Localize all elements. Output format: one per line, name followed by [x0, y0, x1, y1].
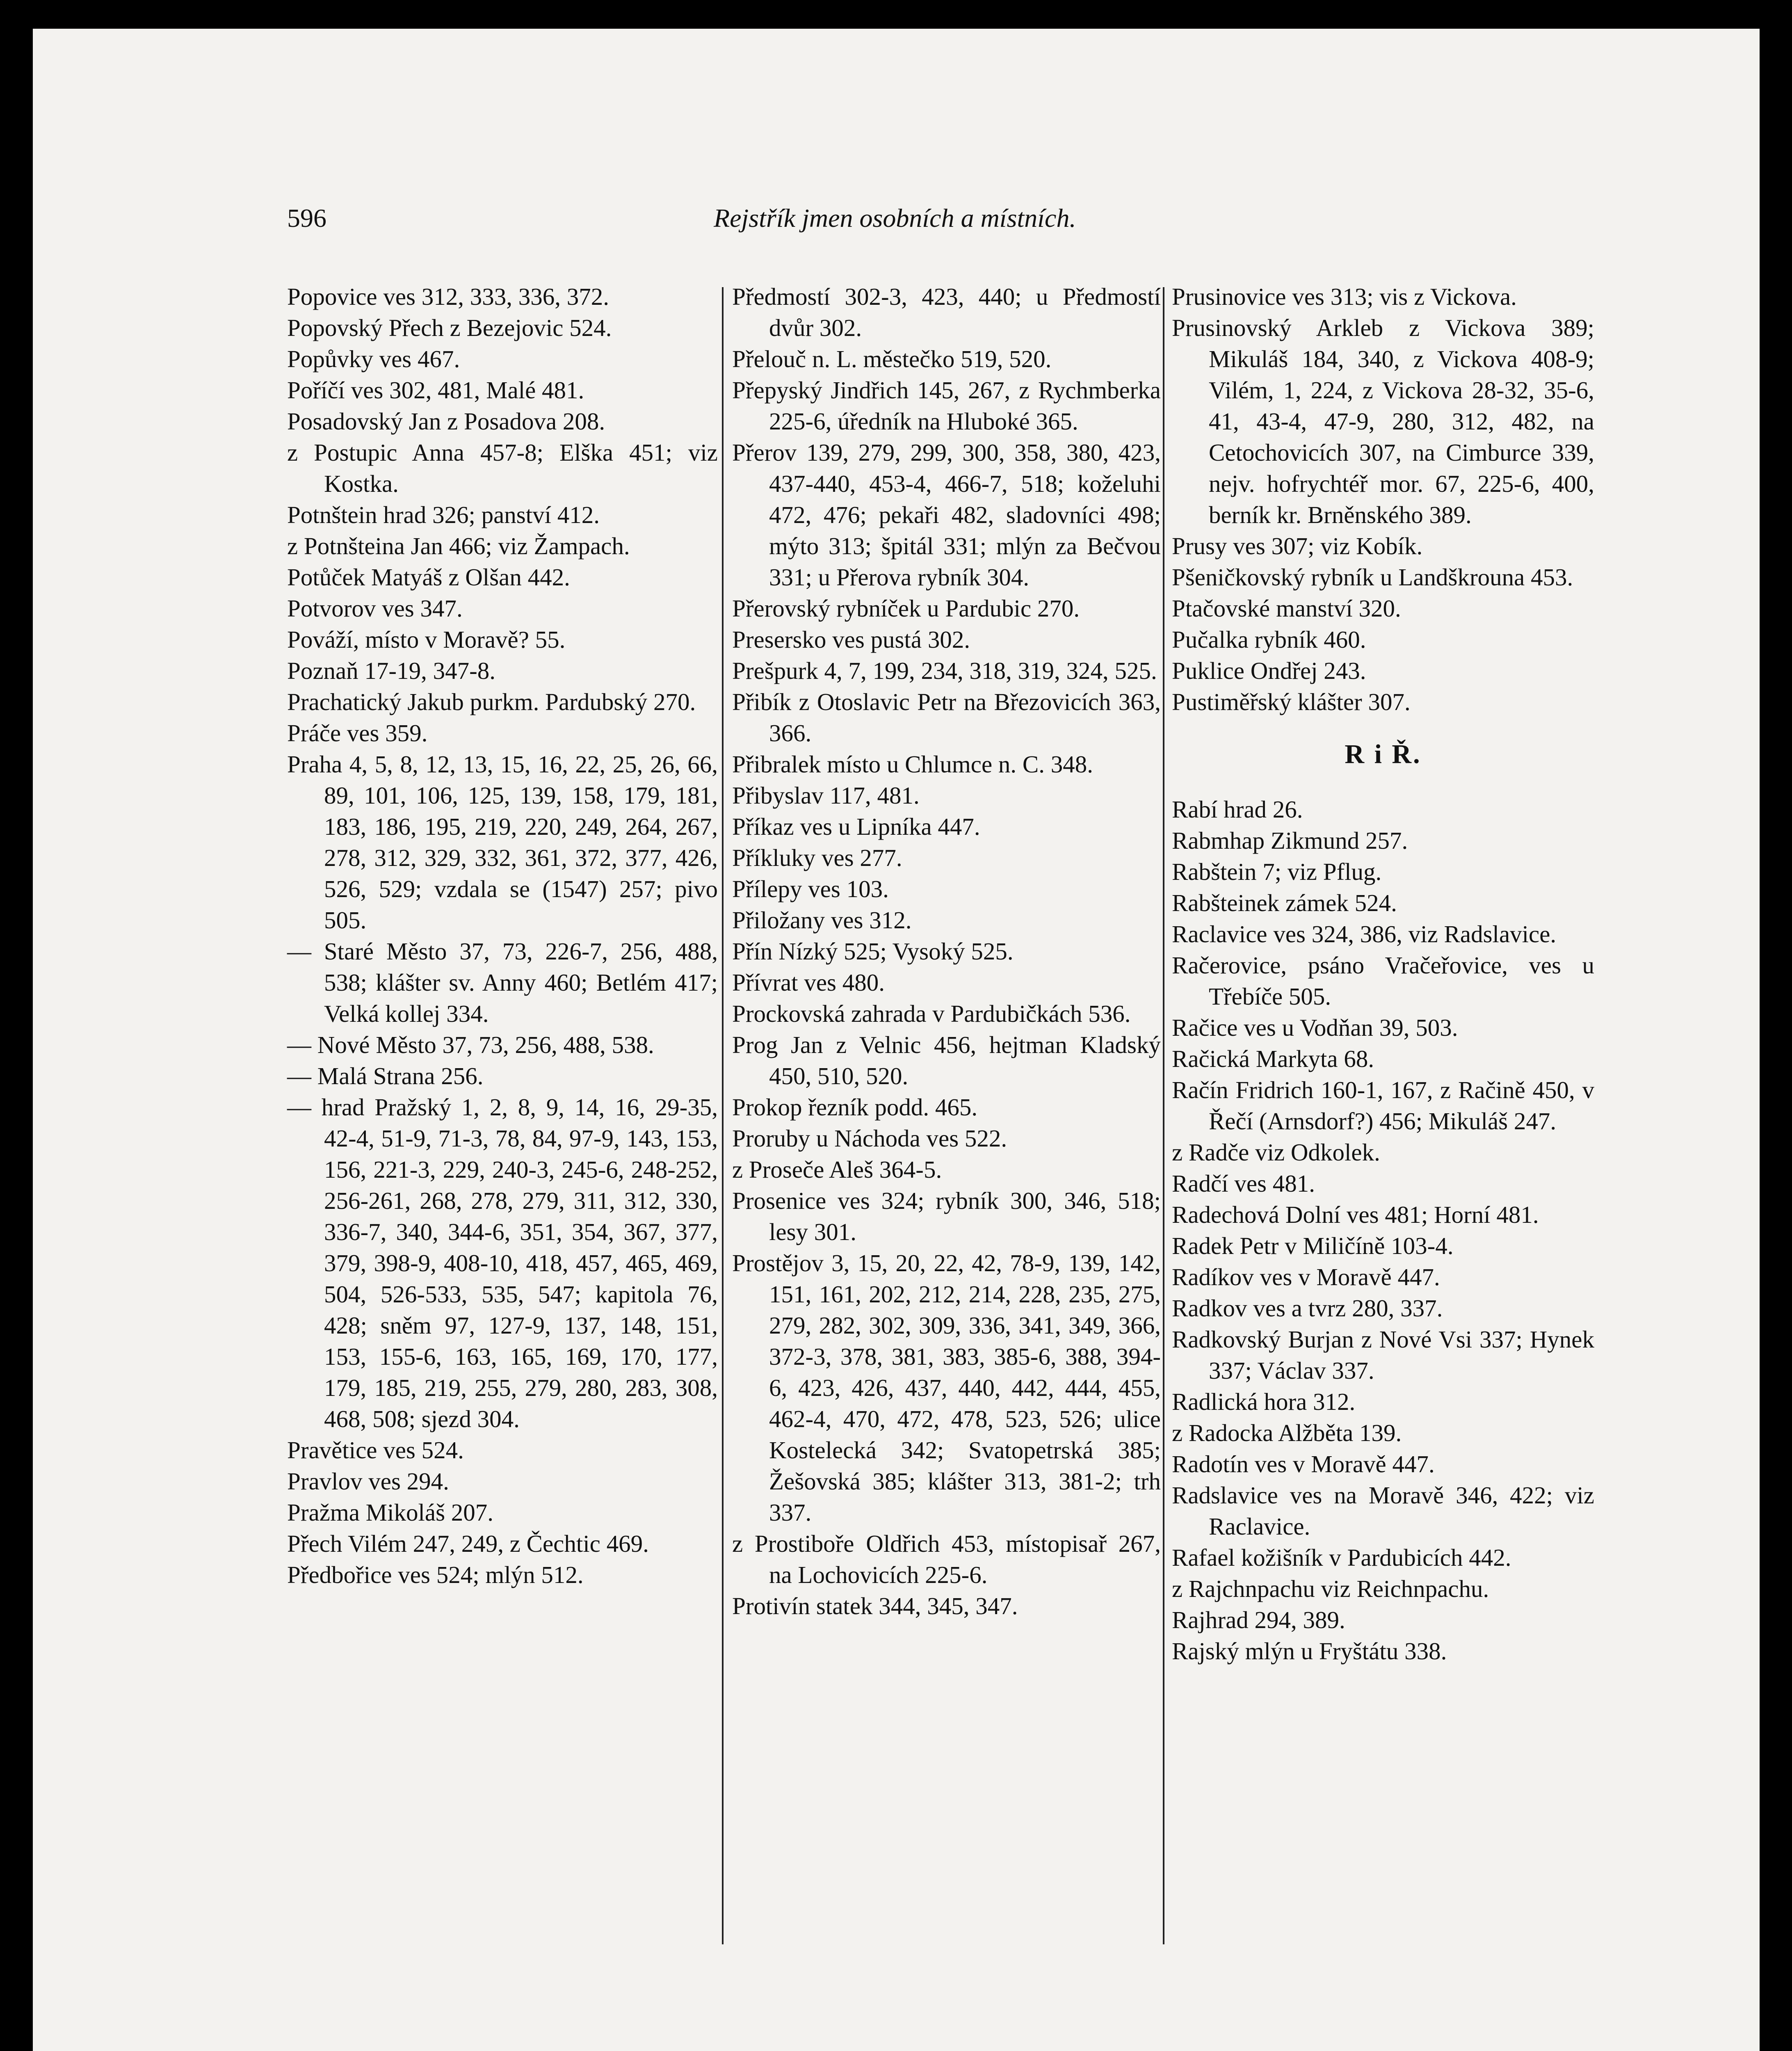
column-divider: [1163, 287, 1164, 1944]
index-entry: Rafael kožišník v Pardubicích 442.: [1172, 1544, 1511, 1571]
index-entry: Presersko ves pustá 302.: [732, 626, 970, 653]
index-entry: Račín Fridrich 160-1, 167, z Račině 450, v Řečí (Arnsdorf?) 456; Mikuláš 247.: [1172, 1076, 1594, 1135]
index-entry: Přibralek místo u Chlumce n. C. 348.: [732, 751, 1093, 778]
index-entry: Přibík z Otoslavic Petr na Březovicích 363, 366.: [732, 688, 1161, 747]
index-entry: Račická Markyta 68.: [1172, 1045, 1374, 1072]
index-entry: Pražma Mikoláš 207.: [287, 1499, 494, 1526]
index-entry: z Potnšteina Jan 466; viz Žampach.: [287, 532, 630, 560]
index-entry: z Prostiboře Oldřich 453, místopisař 267, na Lochovicích 225-6.: [732, 1530, 1161, 1588]
page-number: 596: [287, 203, 326, 233]
index-entry: z Proseče Aleš 364-5.: [732, 1156, 942, 1183]
index-entry: — Nové Město 37, 73, 256, 488, 538.: [287, 1031, 654, 1058]
index-entry: Ptačovské manství 320.: [1172, 595, 1401, 622]
index-entry: Puklice Ondřej 243.: [1172, 657, 1366, 684]
index-entry: Předbořice ves 524; mlýn 512.: [287, 1561, 584, 1588]
index-entry: Proruby u Náchoda ves 522.: [732, 1125, 1007, 1152]
index-entry: Prog Jan z Velnic 456, hejtman Kladský 450, 510, 520.: [732, 1031, 1161, 1089]
index-entry: Radíkov ves v Moravě 447.: [1172, 1263, 1440, 1290]
index-entry: Radkovský Burjan z Nové Vsi 337; Hynek 337; Václav 337.: [1172, 1326, 1594, 1384]
index-entry: Prostějov 3, 15, 20, 22, 42, 78-9, 139, 142, 151, 161, 202, 212, 214, 228, 235, 275, 279, 282, 302, 309, 336, 341, 349, 366, 372-3, 378, 381, 383, 385-6, 388, 394-6, 423, 426, 437, 440, 442, 444, 455, 462-4, 470, 472, 478, 523, 526; ulice Kostelecká 342; Svatopetrská 385; Žešovská 385; klášter 313, 381-2; trh 337.: [732, 1249, 1161, 1526]
index-entry: Přepyský Jindřich 145, 267, z Rychmberka 225-6, úředník na Hluboké 365.: [732, 377, 1161, 435]
index-entry: Posadovský Jan z Posadova 208.: [287, 408, 605, 435]
index-entry: Rabmhap Zikmund 257.: [1172, 827, 1408, 854]
index-entry: z Rajchnpachu viz Reichnpachu.: [1172, 1575, 1489, 1602]
index-entry: Práče ves 359.: [287, 719, 428, 747]
index-entry: Přech Vilém 247, 249, z Čechtic 469.: [287, 1530, 649, 1557]
index-entry: Pravětice ves 524.: [287, 1437, 464, 1464]
index-entry: Přílepy ves 103.: [732, 875, 889, 902]
index-entry: Potnštein hrad 326; panství 412.: [287, 501, 600, 528]
index-entry: Přiložany ves 312.: [732, 907, 912, 934]
index-entry: Rajhrad 294, 389.: [1172, 1606, 1345, 1633]
index-entry: Pšeničkovský rybník u Landškrouna 453.: [1172, 564, 1573, 591]
index-entry: Předmostí 302-3, 423, 440; u Předmostí dvůr 302.: [732, 283, 1161, 341]
index-entry: Protivín statek 344, 345, 347.: [732, 1592, 1018, 1619]
index-entry: Poříčí ves 302, 481, Malé 481.: [287, 377, 584, 404]
index-entry: Prusinovský Arkleb z Vickova 389; Mikuláš 184, 340, z Vickova 408-9; Vilém, 1, 224, z Vickova 28-32, 35-6, 41, 43-4, 47-9, 280, 312, 482, na Cetochovicích 307, na Cimburce 339, nejv. hofrychtéř mor. 67, 225-6, 400, berník kr. Brněnského 389.: [1172, 314, 1594, 528]
index-entry: Radkov ves a tvrz 280, 337.: [1172, 1295, 1443, 1322]
index-entry: Přívrat ves 480.: [732, 969, 885, 996]
index-entry: Radlická hora 312.: [1172, 1388, 1356, 1415]
index-column-3: [1172, 281, 1594, 1667]
index-entry: Prockovská zahrada v Pardubičkách 536.: [732, 1000, 1131, 1027]
index-entry: — Staré Město 37, 73, 226-7, 256, 488, 538; klášter sv. Anny 460; Betlém 417; Velká kollej 334.: [287, 938, 718, 1027]
index-entry: Radslavice ves na Moravě 346, 422; viz Raclavice.: [1172, 1482, 1594, 1540]
index-entry: Přín Nízký 525; Vysoký 525.: [732, 938, 1014, 965]
index-column-2: [732, 281, 1161, 1622]
index-entry: Radechová Dolní ves 481; Horní 481.: [1172, 1201, 1539, 1228]
index-entry: Račerovice, psáno Vračeřovice, ves u Třebíče 505.: [1172, 952, 1594, 1010]
index-entry: Raclavice ves 324, 386, viz Radslavice.: [1172, 920, 1557, 948]
index-column-1: [287, 281, 718, 1590]
index-entry: Rajský mlýn u Fryštátu 338.: [1172, 1638, 1447, 1665]
index-entry: Přibyslav 117, 481.: [732, 782, 920, 809]
index-entry: Prokop řezník podd. 465.: [732, 1094, 978, 1121]
index-entry: Praha 4, 5, 8, 12, 13, 15, 16, 22, 25, 26, 66, 89, 101, 106, 125, 139, 158, 179, 181, 183, 186, 195, 219, 220, 249, 264, 267, 278, 312, 329, 332, 361, 372, 377, 426, 526, 529; vzdala se (1547) 257; pivo 505.: [287, 751, 718, 934]
index-entry: Radotín ves v Moravě 447.: [1172, 1450, 1435, 1478]
index-entry: Rabí hrad 26.: [1172, 796, 1303, 823]
index-entry: Popůvky ves 467.: [287, 345, 460, 372]
section-heading: R i Ř.: [1345, 739, 1422, 769]
index-entry: Prusinovice ves 313; vis z Vickova.: [1172, 283, 1517, 310]
index-entry: z Radče viz Odkolek.: [1172, 1139, 1380, 1166]
index-entry: Pravlov ves 294.: [287, 1468, 449, 1495]
index-entry: Potůček Matyáš z Olšan 442.: [287, 564, 570, 591]
index-entry: Přerov 139, 279, 299, 300, 358, 380, 423, 437-440, 453-4, 466-7, 518; koželuhi 472, 476; pekaři 482, sladovníci 498; mýto 313; špitál 331; mlýn za Bečvou 331; u Přerova rybník 304.: [732, 439, 1161, 591]
index-entry: — Malá Strana 256.: [287, 1062, 484, 1089]
index-entry: Radčí ves 481.: [1172, 1170, 1315, 1197]
index-entry: Prachatický Jakub purkm. Pardubský 270.: [287, 688, 696, 715]
index-entry: z Radocka Alžběta 139.: [1172, 1419, 1402, 1446]
index-entry: Popovský Přech z Bezejovic 524.: [287, 314, 612, 341]
running-title: Rejstřík jmen osobních a místních.: [714, 203, 1076, 233]
index-entry: Radek Petr v Miličíně 103-4.: [1172, 1232, 1454, 1259]
index-entry: Přelouč n. L. městečko 519, 520.: [732, 345, 1052, 372]
index-entry: z Postupic Anna 457-8; Elška 451; viz Kostka.: [287, 439, 718, 497]
index-entry: Rabšteinek zámek 524.: [1172, 889, 1397, 916]
index-entry: Přerovský rybníček u Pardubic 270.: [732, 595, 1080, 622]
index-entry: Prusy ves 307; viz Kobík.: [1172, 532, 1423, 560]
index-entry: Pováží, místo v Moravě? 55.: [287, 626, 566, 653]
index-entry: Poznaň 17-19, 347-8.: [287, 657, 495, 684]
index-entry: Prešpurk 4, 7, 199, 234, 318, 319, 324, 525.: [732, 657, 1157, 684]
index-entry: Příkaz ves u Lipníka 447.: [732, 813, 980, 840]
index-entry: Pustiměřský klášter 307.: [1172, 688, 1411, 715]
index-entry: Rabštein 7; viz Pflug.: [1172, 858, 1382, 885]
column-divider: [722, 287, 724, 1944]
index-entry: Popovice ves 312, 333, 336, 372.: [287, 283, 609, 310]
index-entry: Potvorov ves 347.: [287, 595, 463, 622]
index-entry: Pučalka rybník 460.: [1172, 626, 1366, 653]
index-entry: Příkluky ves 277.: [732, 844, 902, 871]
index-entry: — hrad Pražský 1, 2, 8, 9, 14, 16, 29-35, 42-4, 51-9, 71-3, 78, 84, 97-9, 143, 153, 156, 221-3, 229, 240-3, 245-6, 248-252, 256-261, 268, 278, 279, 311, 312, 330, 336-7, 340, 344-6, 351, 354, 367, 377, 379, 398-9, 408-10, 418, 457, 465, 469, 504, 526-533, 535, 547; kapitola 76, 428; sněm 97, 127-9, 137, 148, 151, 153, 155-6, 163, 165, 169, 170, 177, 179, 185, 219, 255, 279, 280, 283, 308, 468, 508; sjezd 304.: [287, 1094, 718, 1432]
index-entry: Račice ves u Vodňan 39, 503.: [1172, 1014, 1458, 1041]
index-entry: Prosenice ves 324; rybník 300, 346, 518; lesy 301.: [732, 1187, 1161, 1245]
